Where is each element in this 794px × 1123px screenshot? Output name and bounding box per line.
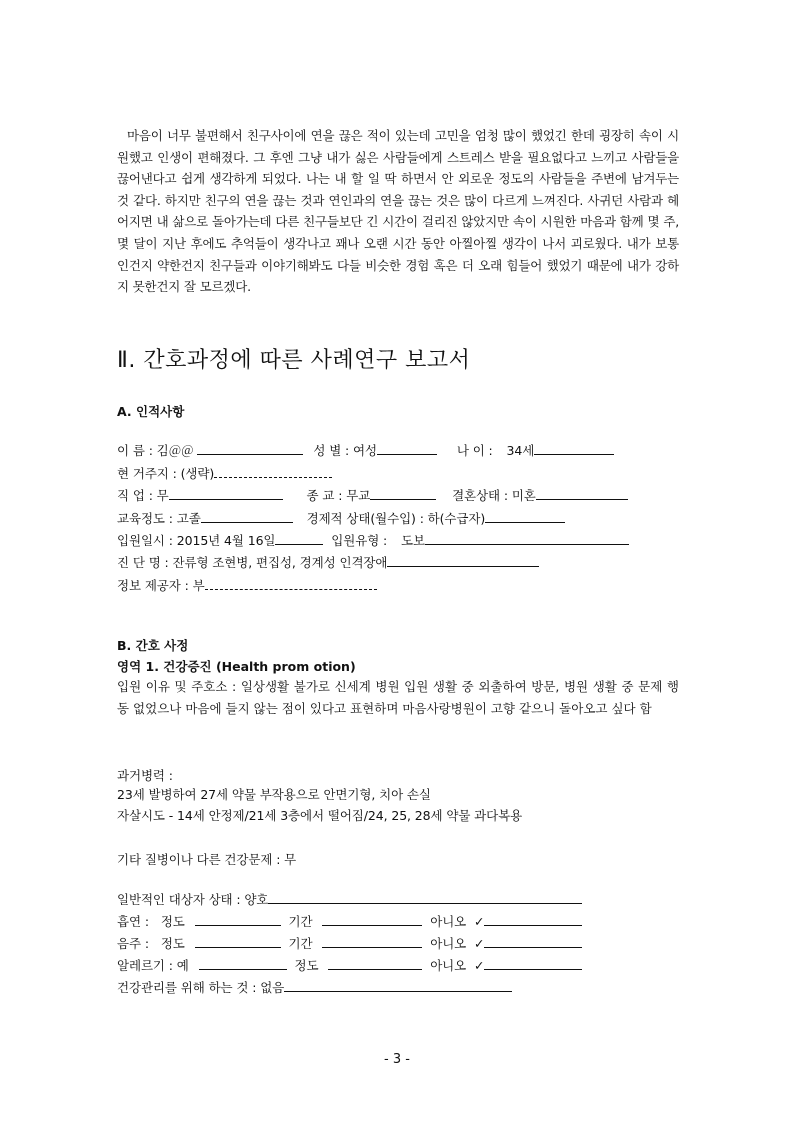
smoking-period-underline: [322, 913, 422, 926]
smoking-no-underline: [484, 913, 582, 926]
name-label: 이 름 : 김＠＠: [117, 443, 194, 458]
history-item-2: 자살시도 - 14세 안정제/21세 3층에서 떨어짐/24, 25, 28세 약물 과다복용: [117, 808, 523, 823]
personal-row-admission: [117, 531, 629, 549]
personal-row-name: [117, 441, 614, 459]
informant-underline: [205, 577, 377, 590]
age-value: 34세: [506, 443, 535, 458]
sex-underline: [377, 442, 437, 455]
religion-label: 종 교 : 무교: [306, 488, 371, 503]
history-label: 과거병력 :: [117, 768, 173, 783]
personal-row-education: [117, 509, 565, 527]
drinking-row: [117, 934, 582, 952]
address-underline: [214, 465, 332, 478]
personal-row-informant: [117, 576, 377, 594]
diagnosis-label: 진 단 명 : 잔류형 조현병, 편집성, 경계성 인격장애: [117, 555, 388, 570]
allergy-label: 알레르기 : 예: [117, 958, 189, 973]
admission-reason: [117, 676, 679, 720]
marital-underline: [536, 487, 628, 500]
smoking-row: [117, 912, 582, 930]
allergy-check-icon: ✓: [474, 958, 485, 973]
allergy-degree-underline: [328, 957, 422, 970]
age-underline: [534, 442, 614, 455]
general-status-underline: [268, 891, 582, 904]
allergy-no-label: 아니오: [430, 958, 467, 973]
education-underline: [201, 510, 293, 523]
marital-label: 결혼상태 : 미혼: [452, 488, 536, 503]
address-label: 현 거주지 : (생략): [117, 466, 215, 481]
name-underline: [197, 442, 303, 455]
section-b-title: B. 간호 사정: [117, 638, 189, 653]
smoking-label: 흡연 :: [117, 914, 149, 929]
admit-date-underline: [275, 532, 323, 545]
drinking-label: 음주 :: [117, 936, 149, 951]
drinking-degree-label: 정도: [160, 936, 185, 951]
smoking-degree-label: 정도: [160, 914, 185, 929]
admit-type-value: 도보: [401, 533, 425, 548]
economic-underline: [485, 510, 565, 523]
health-mgmt-row: [117, 978, 512, 996]
job-label: 직 업 : 무: [117, 488, 169, 503]
education-label: 교육정도 : 고졸: [117, 511, 201, 526]
other-disease: 기타 질병이나 다른 건강문제 : 무: [117, 852, 297, 867]
drinking-period-label: 기간: [288, 936, 313, 951]
admit-type-label: 입원유형 :: [331, 533, 388, 548]
smoking-check-icon: ✓: [474, 914, 485, 929]
health-mgmt-underline: [284, 979, 512, 992]
personal-row-job: [117, 486, 628, 504]
history-item-1: 23세 발병하여 27세 약물 부작용으로 안면기형, 치아 손실: [117, 787, 431, 802]
religion-underline: [370, 487, 436, 500]
section-heading: Ⅱ. 간호과정에 따른 사례연구 보고서: [117, 348, 471, 373]
drinking-degree-underline: [195, 935, 281, 948]
personal-row-diagnosis: [117, 553, 539, 571]
diagnosis-underline: [387, 554, 539, 567]
domain-1-title: 영역 1. 건강증진 (Health prom otion): [117, 659, 356, 674]
drinking-period-underline: [322, 935, 422, 948]
allergy-degree-label: 정도: [294, 958, 319, 973]
smoking-degree-underline: [195, 913, 281, 926]
age-label: 나 이 :: [456, 443, 493, 458]
admit-type-underline: [425, 532, 629, 545]
intro-paragraph-text: 마음이 너무 불편해서 친구사이에 연을 끊은 적이 있는데 고민을 엄청 많이 했었긴 한데 굉장히 속이 시원했고 인생이 편해졌다. 그 후엔 그냥 내가 싫은 사람들에게 스트레스 받을 필요없다고 느끼고 사람들을 끊어낸다고 쉽게 생각하게 되었다. 나는 내 할 일 딱 하면서 안 외로운 정도의 사람들을 주변에 남겨두는 것 같다. 하지만 친구의 연을 끊는 것과 연인과의 연을 끊는 것은 많이 다르게 느껴진다. 사귀던 사람과 헤어지면 내 삶으로 돌아가는데 다른 친구들보단 긴 시간이 걸리진 않았지만 속이 시원한 마음과 함께 몇 주, 몇 달이 지난 후에도 추억들이 생각나고 꽤나 오랜 시간 동안 아찔아찔 생각이 나서 괴로웠다. 내가 보통 인건지 약한건지 친구들과 이야기해봐도 다들 비슷한 경험 혹은 더 오래 힘들어 했었기 때문에 내가 강하지 못한건지 잘 모르겠다.: [117, 128, 679, 295]
general-status-label: 일반적인 대상자 상태 : 양호: [117, 892, 269, 907]
smoking-no-label: 아니오: [430, 914, 467, 929]
job-underline: [169, 487, 283, 500]
admission-reason-text: 입원 이유 및 주호소 : 일상생활 불가로 신세계 병원 입원 생활 중 외출하여 방문, 병원 생활 중 문제 행동 없었으나 마음에 들지 않는 점이 있다고 표현하며 마음사랑병원이 고향 같으니 돌아오고 싶다 함: [117, 679, 679, 716]
allergy-yes-underline: [199, 957, 287, 970]
general-status-row: [117, 890, 582, 908]
sex-label: 성 별 : 여성: [313, 443, 377, 458]
section-a-title: A. 인적사항: [117, 404, 185, 419]
allergy-row: [117, 956, 582, 974]
smoking-period-label: 기간: [288, 914, 313, 929]
economic-label: 경제적 상태(월수입) : 하(수급자): [306, 511, 486, 526]
drinking-no-label: 아니오: [430, 936, 467, 951]
health-mgmt-label: 건강관리를 위해 하는 것 : 없음: [117, 980, 285, 995]
intro-paragraph: [117, 125, 679, 298]
page-number: - 3 -: [384, 1052, 410, 1067]
drinking-no-underline: [484, 935, 582, 948]
personal-row-address: [117, 464, 332, 482]
drinking-check-icon: ✓: [474, 936, 485, 951]
admit-date-label: 입원일시 : 2015년 4월 16일: [117, 533, 276, 548]
informant-label: 정보 제공자 : 부: [117, 578, 205, 593]
allergy-no-underline: [484, 957, 582, 970]
